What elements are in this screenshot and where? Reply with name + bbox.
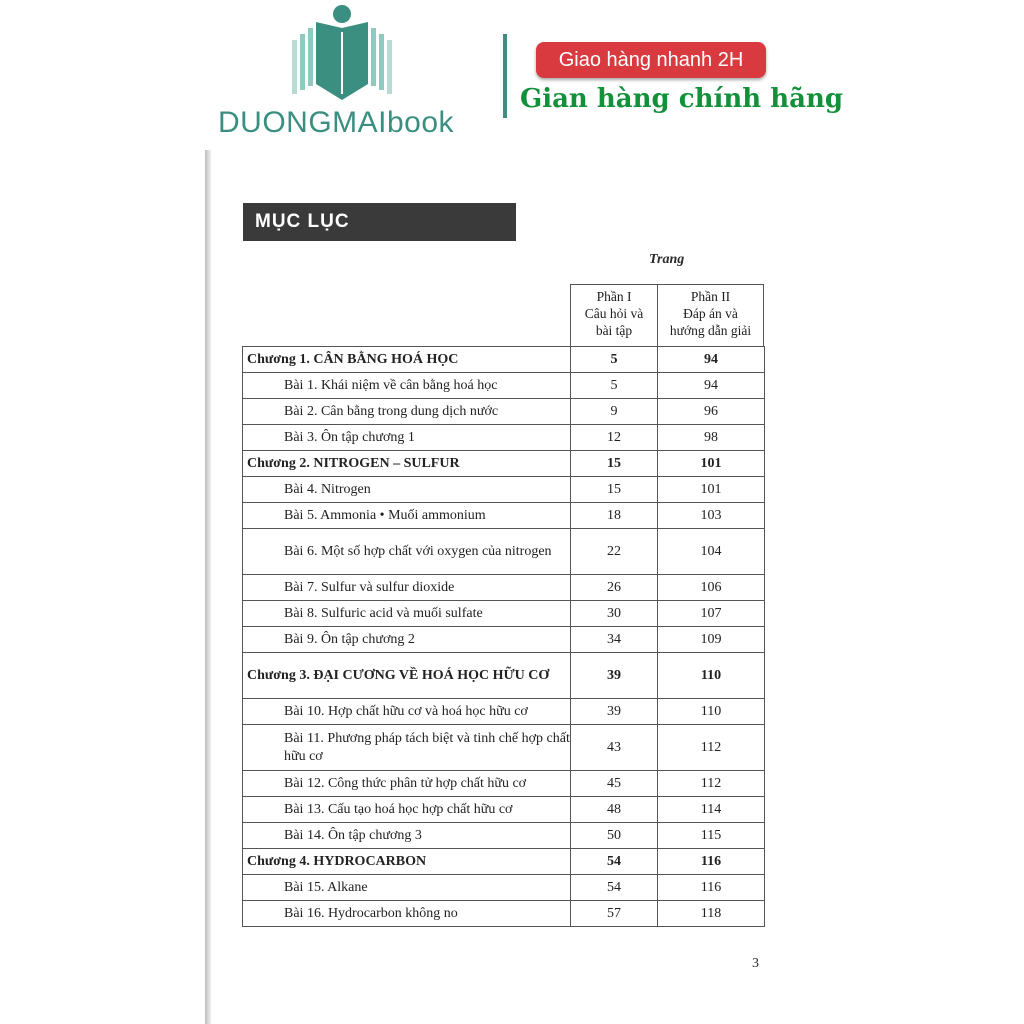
column-header-line: bài tập bbox=[595, 323, 633, 338]
toc-page-part2: 116 bbox=[658, 849, 765, 875]
toc-chapter-row bbox=[243, 347, 765, 373]
toc-page-part1: 12 bbox=[571, 425, 658, 451]
toc-page-part2: 110 bbox=[658, 699, 765, 725]
toc-page-part2: 94 bbox=[658, 347, 765, 373]
toc-lesson-row bbox=[243, 627, 765, 653]
toc-title-cell bbox=[243, 699, 571, 725]
toc-page-part1: 15 bbox=[571, 477, 658, 503]
toc-page-part1: 9 bbox=[571, 399, 658, 425]
toc-title: Bài 9. Ôn tập chương 2 bbox=[284, 631, 415, 647]
page-heading: MỤC LỤC bbox=[243, 203, 516, 241]
toc-lesson-row bbox=[243, 601, 765, 627]
toc-page-part1: 57 bbox=[571, 901, 658, 927]
toc-title-cell bbox=[243, 451, 571, 477]
toc-title: Bài 3. Ôn tập chương 1 bbox=[284, 429, 415, 445]
toc-title-cell bbox=[243, 399, 571, 425]
toc-title: Bài 15. Alkane bbox=[284, 879, 368, 895]
toc-lesson-row bbox=[243, 797, 765, 823]
toc-page-part1: 45 bbox=[571, 771, 658, 797]
toc-lesson-row bbox=[243, 699, 765, 725]
column-header-line: Đáp án và bbox=[683, 306, 738, 321]
column-header-line: Câu hỏi và bbox=[584, 306, 644, 321]
column-header-part2 bbox=[657, 284, 764, 347]
toc-title-cell bbox=[243, 373, 571, 399]
toc-title-cell bbox=[243, 347, 571, 373]
toc-page-part1: 18 bbox=[571, 503, 658, 529]
toc-page-part2: 101 bbox=[658, 477, 765, 503]
toc-page-part1: 48 bbox=[571, 797, 658, 823]
toc-page-part1: 34 bbox=[571, 627, 658, 653]
toc-lesson-row bbox=[243, 901, 765, 927]
toc-page-part1: 54 bbox=[571, 849, 658, 875]
brand-name: DUONGMAIbook bbox=[218, 106, 455, 139]
toc-lesson-row bbox=[243, 875, 765, 901]
banner-divider bbox=[503, 34, 507, 118]
toc-title-cell bbox=[243, 797, 571, 823]
toc-page-part2: 110 bbox=[658, 653, 765, 699]
toc-page-part2: 115 bbox=[658, 823, 765, 849]
toc-chapter-row bbox=[243, 653, 765, 699]
toc-title-cell bbox=[243, 601, 571, 627]
toc-title-cell bbox=[243, 653, 571, 699]
toc-title-cell bbox=[243, 575, 571, 601]
toc-title-cell bbox=[243, 771, 571, 797]
column-header-line: Phần I bbox=[596, 289, 632, 304]
toc-title: Bài 8. Sulfuric acid và muối sulfate bbox=[284, 605, 483, 621]
page-column-group-label: Trang bbox=[649, 252, 685, 267]
toc-title: Bài 5. Ammonia • Muối ammonium bbox=[284, 507, 486, 523]
toc-lesson-row bbox=[243, 399, 765, 425]
official-store-slogan: Gian hàng chính hãng bbox=[520, 84, 844, 114]
toc-chapter-row bbox=[243, 849, 765, 875]
toc-lesson-row bbox=[243, 575, 765, 601]
toc-page-part1: 39 bbox=[571, 653, 658, 699]
toc-page-part1: 54 bbox=[571, 875, 658, 901]
toc-title: Chương 1. CÂN BẰNG HOÁ HỌC bbox=[247, 351, 459, 367]
toc-title-cell bbox=[243, 477, 571, 503]
toc-title-cell bbox=[243, 425, 571, 451]
toc-page-part1: 26 bbox=[571, 575, 658, 601]
fast-delivery-badge: Giao hàng nhanh 2H bbox=[536, 42, 766, 78]
toc-title: Bài 13. Cấu tạo hoá học hợp chất hữu cơ bbox=[284, 801, 513, 817]
toc-title-cell bbox=[243, 901, 571, 927]
toc-page-part1: 43 bbox=[571, 725, 658, 771]
toc-page-part2: 94 bbox=[658, 373, 765, 399]
toc-lesson-row bbox=[243, 503, 765, 529]
toc-page-part2: 118 bbox=[658, 901, 765, 927]
toc-title: Bài 7. Sulfur và sulfur dioxide bbox=[284, 579, 455, 595]
toc-page-part1: 39 bbox=[571, 699, 658, 725]
toc-title: Bài 12. Công thức phân tử hợp chất hữu cơ bbox=[284, 775, 527, 791]
toc-page-part2: 114 bbox=[658, 797, 765, 823]
toc-lesson-row bbox=[243, 373, 765, 399]
store-banner bbox=[0, 0, 1024, 150]
toc-page-part2: 103 bbox=[658, 503, 765, 529]
page-edge-shadow bbox=[205, 150, 211, 1024]
toc-page-part2: 112 bbox=[658, 725, 765, 771]
toc-lesson-row bbox=[243, 725, 765, 771]
open-book-person-icon bbox=[286, 2, 398, 102]
toc-title-cell bbox=[243, 529, 571, 575]
page-number: 3 bbox=[752, 956, 759, 971]
toc-title: Bài 1. Khái niệm về cân bằng hoá học bbox=[284, 377, 498, 393]
toc-page-part1: 5 bbox=[571, 347, 658, 373]
toc-page-part2: 112 bbox=[658, 771, 765, 797]
toc-page-part2: 96 bbox=[658, 399, 765, 425]
toc-page-part2: 109 bbox=[658, 627, 765, 653]
toc-lesson-row bbox=[243, 425, 765, 451]
column-header-line: hướng dẫn giải bbox=[669, 323, 752, 338]
toc-title: Bài 4. Nitrogen bbox=[284, 481, 371, 497]
toc-title: Bài 14. Ôn tập chương 3 bbox=[284, 827, 422, 843]
toc-title: Bài 16. Hydrocarbon không no bbox=[284, 905, 458, 921]
toc-title: Chương 2. NITROGEN – SULFUR bbox=[247, 455, 460, 471]
toc-page-part2: 104 bbox=[658, 529, 765, 575]
toc-page-part2: 107 bbox=[658, 601, 765, 627]
toc-title-cell bbox=[243, 503, 571, 529]
toc-lesson-row bbox=[243, 771, 765, 797]
toc-page-part2: 101 bbox=[658, 451, 765, 477]
toc-page-part2: 116 bbox=[658, 875, 765, 901]
toc-title-cell bbox=[243, 627, 571, 653]
toc-lesson-row bbox=[243, 477, 765, 503]
toc-title-cell bbox=[243, 875, 571, 901]
toc-page-part1: 50 bbox=[571, 823, 658, 849]
toc-lesson-row bbox=[243, 823, 765, 849]
toc-page-part1: 15 bbox=[571, 451, 658, 477]
column-header-line: Phần II bbox=[690, 289, 731, 304]
toc-title: Bài 6. Một số hợp chất với oxygen của nitrogen bbox=[284, 543, 552, 559]
toc-page-part2: 98 bbox=[658, 425, 765, 451]
toc-page-part1: 30 bbox=[571, 601, 658, 627]
toc-page-part1: 5 bbox=[571, 373, 658, 399]
toc-title: Bài 2. Cân bằng trong dung dịch nước bbox=[284, 403, 499, 419]
toc-title: Bài 11. Phương pháp tách biệt và tinh chế hợp chất hữu cơ bbox=[284, 730, 570, 764]
column-header-part1 bbox=[570, 284, 658, 347]
toc-lesson-row bbox=[243, 529, 765, 575]
toc-page-part1: 22 bbox=[571, 529, 658, 575]
toc-title-cell bbox=[243, 725, 571, 771]
toc-title: Chương 3. ĐẠI CƯƠNG VỀ HOÁ HỌC HỮU CƠ bbox=[247, 667, 550, 683]
toc-title: Chương 4. HYDROCARBON bbox=[247, 853, 427, 869]
toc-title-cell bbox=[243, 823, 571, 849]
toc-chapter-row bbox=[243, 451, 765, 477]
toc-page-part2: 106 bbox=[658, 575, 765, 601]
toc-title: Bài 10. Hợp chất hữu cơ và hoá học hữu cơ bbox=[284, 703, 528, 719]
table-of-contents bbox=[242, 346, 765, 927]
toc-title-cell bbox=[243, 849, 571, 875]
